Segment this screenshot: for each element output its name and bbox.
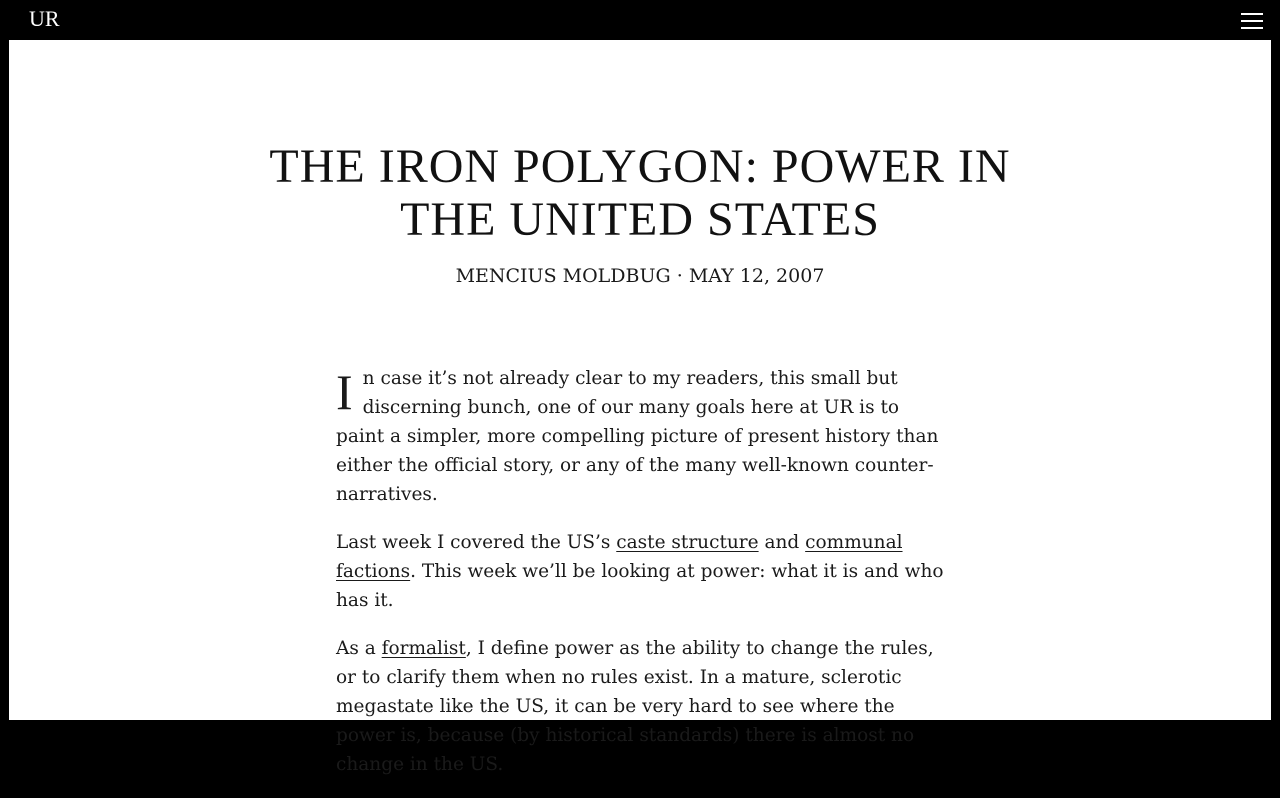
menu-line: [1241, 20, 1263, 22]
menu-line: [1241, 13, 1263, 15]
hamburger-menu-icon[interactable]: [1241, 12, 1265, 30]
communal-factions-link[interactable]: communal factions: [336, 532, 903, 582]
author-name: MENCIUS MOLDBUG: [455, 265, 671, 287]
post-title: [9, 140, 1271, 246]
byline: [9, 265, 1271, 287]
site-logo-link[interactable]: UR: [29, 6, 60, 31]
paragraph-2-text-b: and: [758, 532, 806, 553]
menu-line: [1241, 27, 1263, 29]
caste-structure-link[interactable]: caste structure: [616, 532, 759, 553]
paragraph-3-text-b: , I define power as the ability to change the rules, or to clarify them when no rules exist. In a mature, sclerotic megastate like the US, it can be very hard to see where the power is, because (by historical standards) there is almost no change in the US.: [336, 638, 934, 775]
post-title-text: THE IRON POLYGON: POWER IN THE UNITED STATES: [269, 140, 1011, 246]
drop-cap: I: [336, 364, 353, 420]
article-body: [336, 364, 948, 798]
paragraph-2: [336, 528, 948, 615]
paragraph-1-text: n case it’s not already clear to my readers, this small but discerning bunch, one of our many goals here at UR is to paint a simpler, more compelling picture of present history than either the official story, or any of the many well-known counter-narratives.: [336, 368, 939, 505]
paragraph-2-text-c: . This week we’ll be looking at power: what it is and who has it.: [336, 561, 944, 611]
top-bar: [0, 0, 1280, 40]
post-date: MAY 12, 2007: [688, 265, 825, 287]
byline-separator: ·: [676, 265, 683, 287]
paragraph-3: [336, 634, 948, 779]
paragraph-1: [336, 364, 948, 509]
paragraph-3-text-a: As a: [336, 638, 382, 659]
article-page: [9, 40, 1271, 775]
formalist-link[interactable]: formalist: [381, 638, 466, 659]
paragraph-2-text-a: Last week I covered the US’s: [336, 532, 617, 553]
